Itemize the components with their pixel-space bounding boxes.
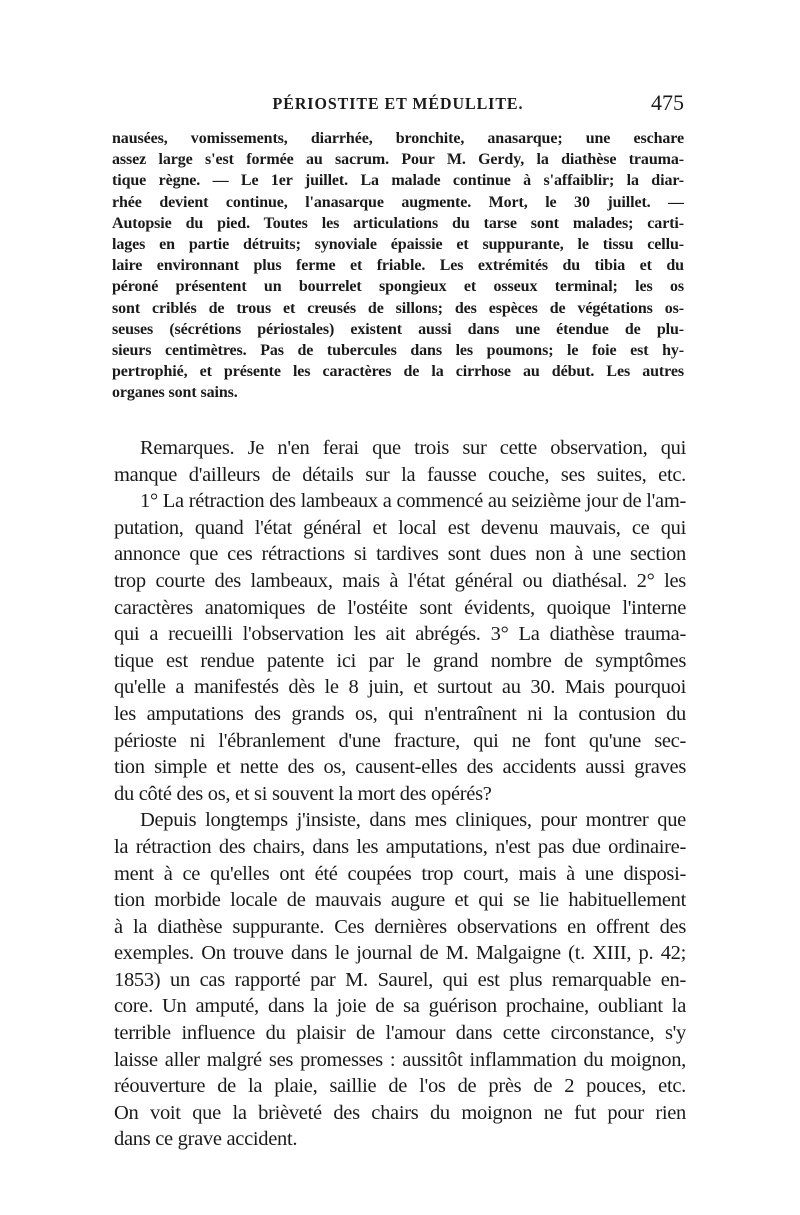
text-line: laisse aller malgré ses promesses : aussitôt inflammation du moignon,: [114, 1048, 686, 1071]
text-line: 1853) un cas rapporté par M. Saurel, qui est plus remarquable en-: [114, 968, 686, 991]
page-header: [112, 90, 684, 124]
text-line: tique règne. — Le 1er juillet. La malade continue à s'affaiblir; la diar-: [112, 172, 684, 190]
text-line: tique est rendue patente ici par le grand nombre de symptômes: [114, 649, 686, 672]
text-line: assez large s'est formée au sacrum. Pour M. Gerdy, la diathèse trauma-: [112, 151, 684, 169]
text-line: core. Un amputé, dans la joie de sa guérison prochaine, oubliant la: [114, 995, 686, 1018]
text-line: seuses (sécrétions périostales) existent aussi dans une étendue de plu-: [112, 320, 684, 338]
text-line: réouverture de la plaie, saillie de l'os de près de 2 pouces, etc.: [114, 1075, 686, 1098]
remarks-text: [114, 435, 686, 1153]
text-line: organes sont sains.: [112, 384, 238, 402]
text-line: laire environnant plus ferme et friable. Les extrémités du tibia et du: [112, 257, 684, 275]
text-line: péroné présentent un bourrelet spongieux et osseux terminal; les os: [112, 278, 684, 296]
text-line: putation, quand l'état général et local est devenu mauvais, ce qui: [114, 516, 686, 539]
text-line: pertrophié, et présente les caractères de la cirrhose au début. Les autres: [112, 363, 684, 381]
text-line: qui a recueilli l'observation les ait abrégés. 3° La diathèse trauma-: [114, 623, 686, 646]
text-line: Autopsie du pied. Toutes les articulations du tarse sont malades; carti-: [112, 214, 684, 232]
text-line: Depuis longtemps j'insiste, dans mes cliniques, pour montrer que: [140, 809, 686, 832]
text-line: la rétraction des chairs, dans les amputations, n'est pas due ordinaire-: [114, 835, 686, 858]
text-line: manque d'ailleurs de détails sur la fausse couche, ses suites, etc.: [114, 463, 686, 486]
text-line: caractères anatomiques de l'ostéite sont évidents, quoique l'interne: [114, 596, 686, 619]
text-line: exemples. On trouve dans le journal de M. Malgaigne (t. XIII, p. 42;: [114, 942, 686, 965]
text-line: sont criblés de trous et creusés de sillons; des espèces de végétations os-: [112, 299, 684, 317]
text-line: tion morbide locale de mauvais augure et qui se lie habituellement: [114, 889, 686, 912]
text-line: rhée devient continue, l'anasarque augmente. Mort, le 30 juillet. —: [112, 193, 684, 211]
observation-text: [112, 128, 684, 403]
text-line: tion simple et nette des os, causent-elles des accidents aussi graves: [114, 756, 686, 779]
text-line: terrible influence du plaisir de l'amour dans cette circonstance, s'y: [114, 1022, 686, 1045]
text-line: les amputations des grands os, qui n'entraînent ni la contusion du: [114, 702, 686, 725]
text-line: ment à ce qu'elles ont été coupées trop court, mais à une disposi-: [114, 862, 686, 885]
text-line: Remarques. Je n'en ferai que trois sur cette observation, qui: [140, 437, 686, 459]
text-line: 1° La rétraction des lambeaux a commencé au seizième jour de l'am-: [140, 490, 686, 513]
text-line: trop courte des lambeaux, mais à l'état général ou diathésal. 2° les: [114, 569, 686, 592]
running-title: PÉRIOSTITE ET MÉDULLITE.: [272, 94, 524, 113]
text-line: annonce que ces rétractions si tardives sont dues non à une section: [114, 543, 686, 566]
text-line: périoste ni l'ébranlement d'une fracture, qui ne font qu'une sec-: [114, 729, 686, 752]
text-line: à la diathèse suppurante. Ces dernières observations en offrent des: [114, 915, 686, 938]
text-line: lages en partie détruits; synoviale épaissie et suppurante, le tissu cellu-: [112, 235, 684, 253]
text-line: qu'elle a manifestés dès le 8 juin, et surtout au 30. Mais pourquoi: [114, 676, 686, 699]
text-line: dans ce grave accident.: [114, 1128, 298, 1151]
text-line: sieurs centimètres. Pas de tubercules dans les poumons; le foie est hy-: [112, 341, 684, 359]
text-line: On voit que la brièveté des chairs du moignon ne fut pour rien: [114, 1101, 686, 1124]
text-line: du côté des os, et si souvent la mort des opérés?: [114, 782, 492, 805]
page-number: 475: [651, 90, 684, 115]
text-line: nausées, vomissements, diarrhée, bronchite, anasarque; une eschare: [112, 130, 684, 147]
